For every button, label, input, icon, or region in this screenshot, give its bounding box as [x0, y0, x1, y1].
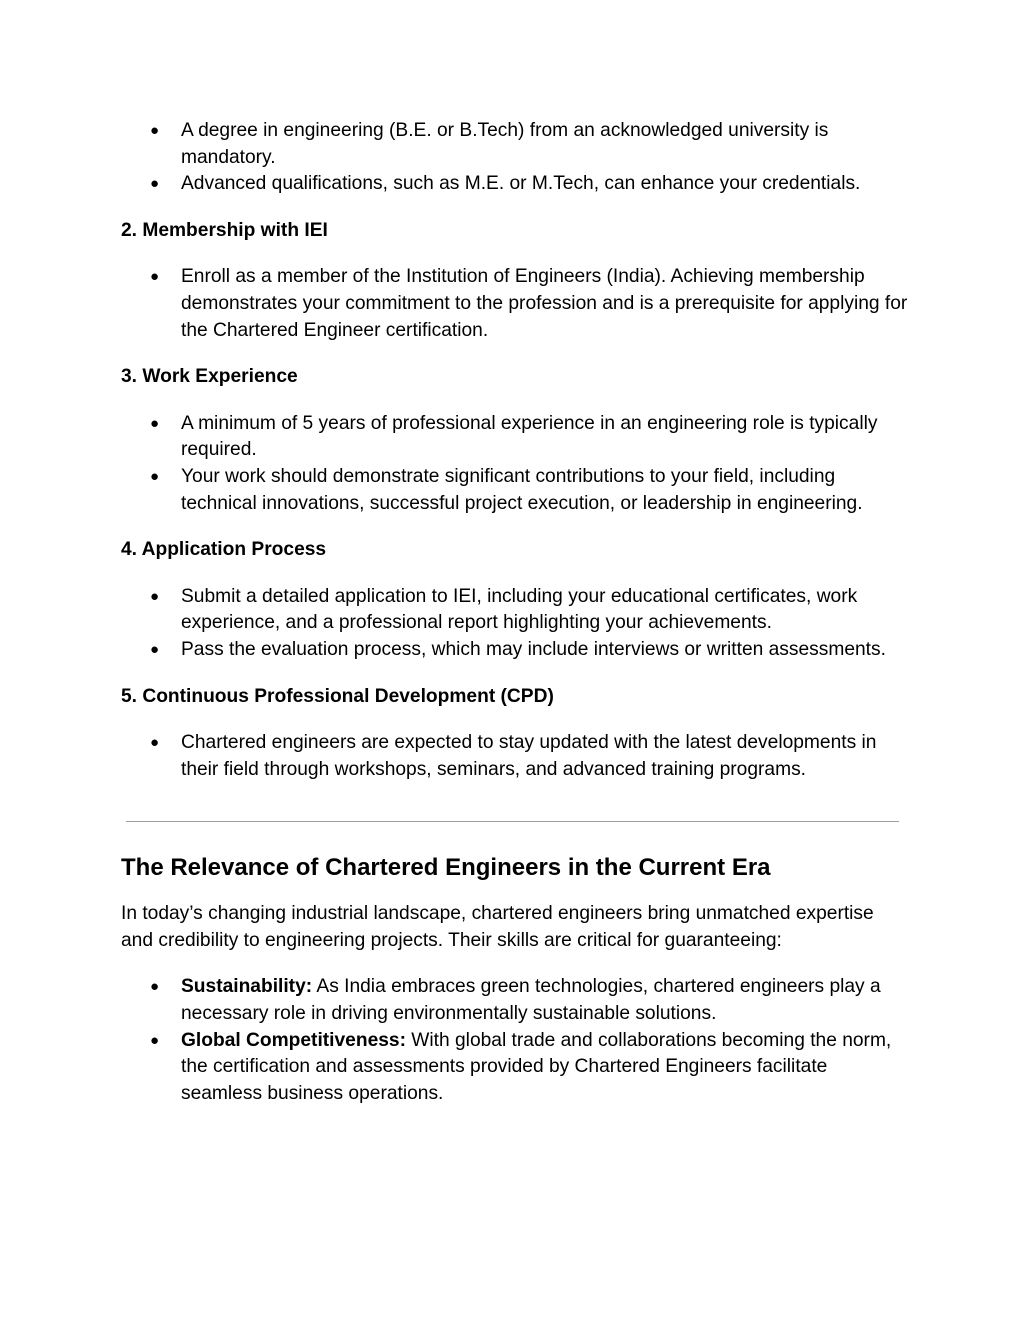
list-item: [121, 637, 911, 664]
list-item: [121, 411, 911, 464]
list-item: [121, 974, 911, 1027]
application-process-bullet-list: [121, 584, 911, 664]
list-item-label: Sustainability:: [181, 976, 313, 998]
section-heading-membership: 2. Membership with IEI: [121, 219, 328, 241]
bullet-icon: ●: [150, 175, 160, 193]
bullet-icon: ●: [150, 1031, 160, 1049]
list-item: [121, 1028, 911, 1108]
list-item-text: As India embraces green technologies, chartered engineers play a necessary role in driving environmentally sustainable solutions.: [181, 976, 881, 1025]
list-item-text: Advanced qualifications, such as M.E. or M.Tech, can enhance your credentials.: [181, 173, 861, 195]
list-item: [121, 730, 911, 783]
list-item-text: Your work should demonstrate significant contributions to your field, including technical innovations, successful project execution, or leadership in engineering.: [181, 465, 863, 514]
list-item-text: Pass the evaluation process, which may include interviews or written assessments.: [181, 638, 886, 660]
list-item: [121, 584, 911, 637]
list-item: [121, 171, 911, 198]
bullet-icon: ●: [150, 734, 160, 752]
list-item: [121, 264, 911, 344]
list-item: [121, 464, 911, 517]
horizontal-divider: [126, 821, 899, 822]
bullet-icon: ●: [150, 640, 160, 658]
list-item-text: Enroll as a member of the Institution of Engineers (India). Achieving membership demonstrates your commitment to the profession and is a prerequisite for applying for the Chartered Engineer certification.: [181, 266, 908, 341]
bullet-icon: ●: [150, 414, 160, 432]
bullet-icon: ●: [150, 467, 160, 485]
bullet-icon: ●: [150, 587, 160, 605]
bullet-icon: ●: [150, 268, 160, 286]
list-item-text: Chartered engineers are expected to stay updated with the latest developments in their field through workshops, seminars, and advanced training programs.: [181, 732, 877, 780]
education-bullet-list: [121, 118, 911, 198]
list-item: [121, 118, 911, 171]
list-item-text: A degree in engineering (B.E. or B.Tech) from an acknowledged university is mandatory.: [181, 120, 829, 168]
section-heading-application-process: 4. Application Process: [121, 539, 327, 561]
membership-bullet-list: [121, 264, 911, 344]
section-heading-cpd: 5. Continuous Professional Development (CPD): [121, 685, 554, 707]
relevance-bullet-list: [121, 974, 911, 1107]
list-item-label: Global Competitiveness:: [181, 1029, 406, 1051]
work-experience-bullet-list: [121, 411, 911, 517]
document-page: [121, 118, 911, 1107]
bullet-icon: ●: [150, 978, 160, 996]
list-item-text: With global trade and collaborations becoming the norm, the certification and assessments provided by Chartered Engineers facilitate seamless business operations.: [181, 1029, 892, 1104]
section-heading-work-experience: 3. Work Experience: [121, 366, 298, 388]
relevance-heading: The Relevance of Chartered Engineers in the Current Era: [121, 854, 771, 882]
relevance-paragraph: In today’s changing industrial landscape, chartered engineers bring unmatched expertise and credibility to engineering projects. Their skills are critical for guaranteeing:: [121, 903, 874, 951]
cpd-bullet-list: [121, 730, 911, 783]
list-item-text: A minimum of 5 years of professional experience in an engineering role is typically required.: [181, 412, 878, 461]
list-item-text: Submit a detailed application to IEI, including your educational certificates, work experience, and a professional report highlighting your achievements.: [181, 585, 858, 634]
bullet-icon: ●: [150, 122, 160, 139]
